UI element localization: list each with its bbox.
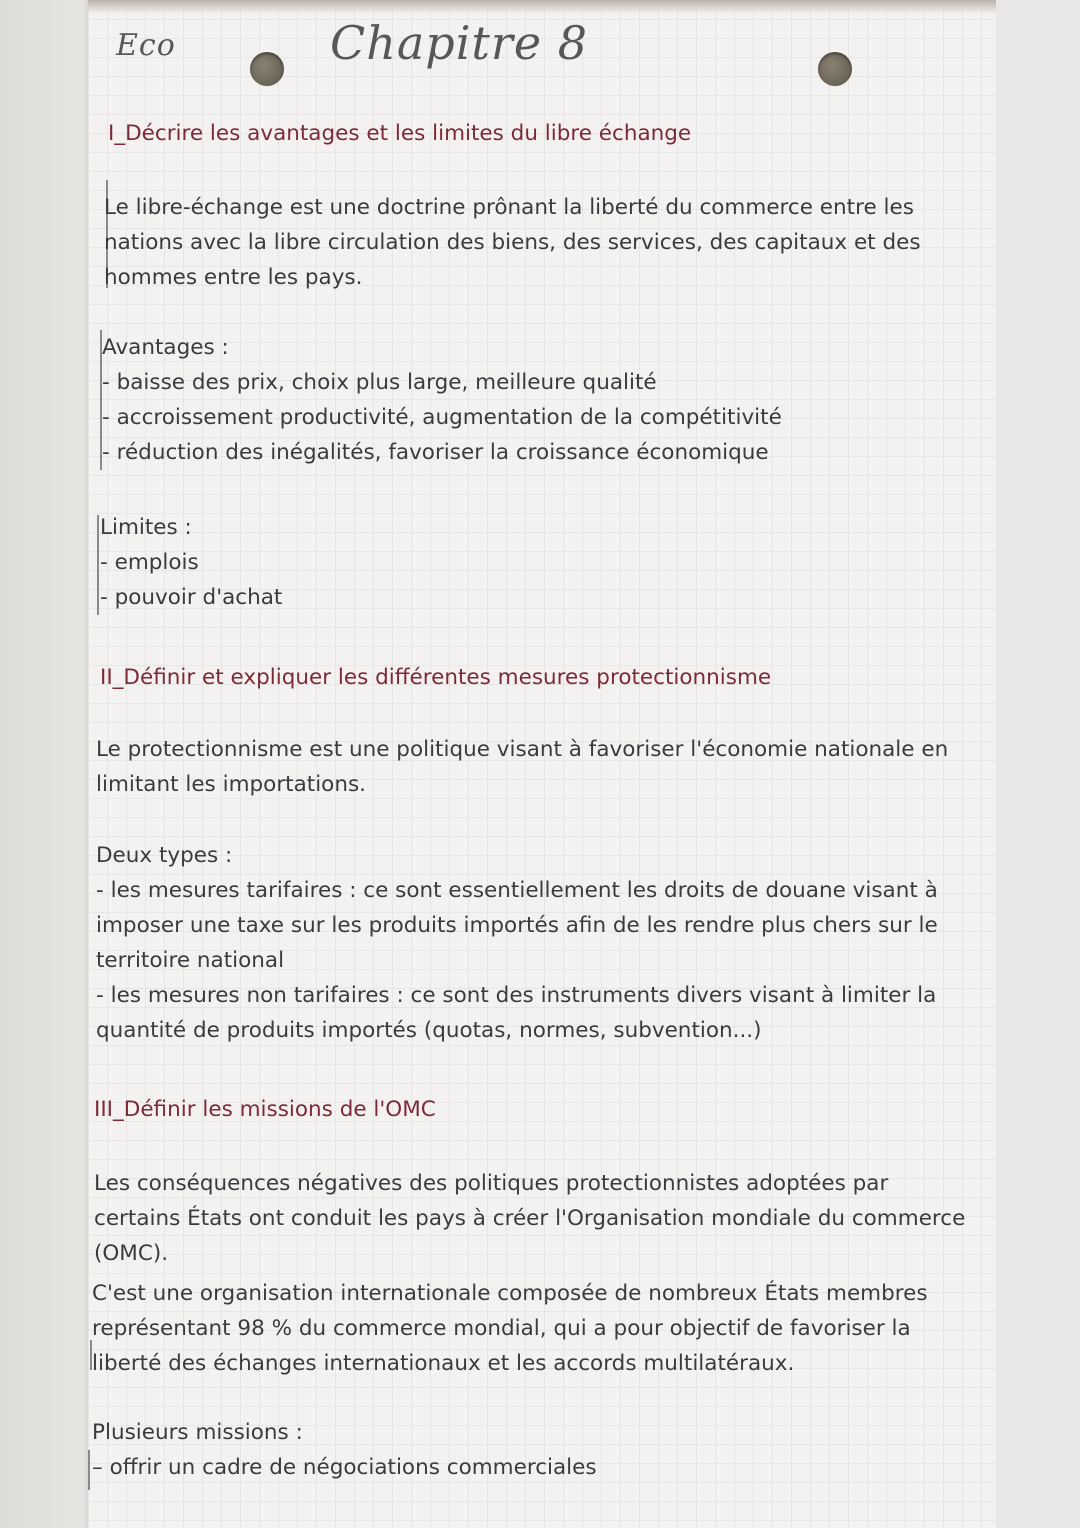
margin-line [88,1450,90,1490]
list-item: - accroissement productivité, augmentation de la compétitivité [102,405,782,430]
text-line: hommes entre les pays. [104,265,363,290]
section-3-paragraph-1 [94,1166,965,1271]
text-line: territoire national [96,948,285,973]
margin-line [97,515,99,615]
text-line: - les mesures non tarifaires : ce sont des instruments divers visant à limiter la [96,983,937,1008]
section-3-paragraph-2 [92,1276,928,1381]
text-line: nations avec la libre circulation des biens, des services, des capitaux et des [104,230,921,255]
page-top-edge [88,0,996,14]
list-item: - pouvoir d'achat [100,585,283,610]
section-1-title: I_Décrire les avantages et les limites du libre échange [108,121,692,146]
text-line: liberté des échanges internationaux et les accords multilatéraux. [92,1351,795,1376]
chapter-title: Chapitre 8 [330,16,588,70]
punch-hole-right [818,52,852,86]
limits-block [100,510,282,615]
text-line: Le protectionnisme est une politique visant à favoriser l'économie nationale en [96,737,949,762]
text-line: Les conséquences négatives des politiques protectionnistes adoptées par [94,1171,889,1196]
types-label: Deux types : [96,843,233,868]
text-line: - les mesures tarifaires : ce sont essentiellement les droits de douane visant à [96,878,938,903]
section-3-title: III_Définir les missions de l'OMC [94,1097,436,1122]
types-block [96,838,938,1048]
subject-label: Eco [116,28,176,63]
section-2-title: II_Définir et expliquer les différentes mesures protectionnisme [100,665,772,690]
missions-block [92,1415,597,1485]
punch-hole-left [250,52,284,86]
missions-label: Plusieurs missions : [92,1420,303,1445]
section-1-intro [104,190,921,295]
list-item: – offrir un cadre de négociations commerciales [92,1455,597,1480]
advantages-block [102,330,782,470]
text-line: limitant les importations. [96,772,366,797]
text-line: imposer une taxe sur les produits importés afin de les rendre plus chers sur le [96,913,938,938]
advantages-label: Avantages : [102,335,229,360]
section-2-intro [96,732,948,802]
text-line: représentant 98 % du commerce mondial, qui a pour objectif de favoriser la [92,1316,911,1341]
text-line: certains États ont conduit les pays à créer l'Organisation mondiale du commerce [94,1206,966,1231]
text-line: Le libre-échange est une doctrine prônant la liberté du commerce entre les [104,195,914,220]
background-left [0,0,88,1528]
list-item: - réduction des inégalités, favoriser la croissance économique [102,440,769,465]
text-line: quantité de produits importés (quotas, normes, subvention...) [96,1018,762,1043]
list-item: - emplois [100,550,199,575]
list-item: - baisse des prix, choix plus large, meilleure qualité [102,370,657,395]
limits-label: Limites : [100,515,192,540]
text-line: (OMC). [94,1241,169,1266]
text-line: C'est une organisation internationale composée de nombreux États membres [92,1281,928,1306]
